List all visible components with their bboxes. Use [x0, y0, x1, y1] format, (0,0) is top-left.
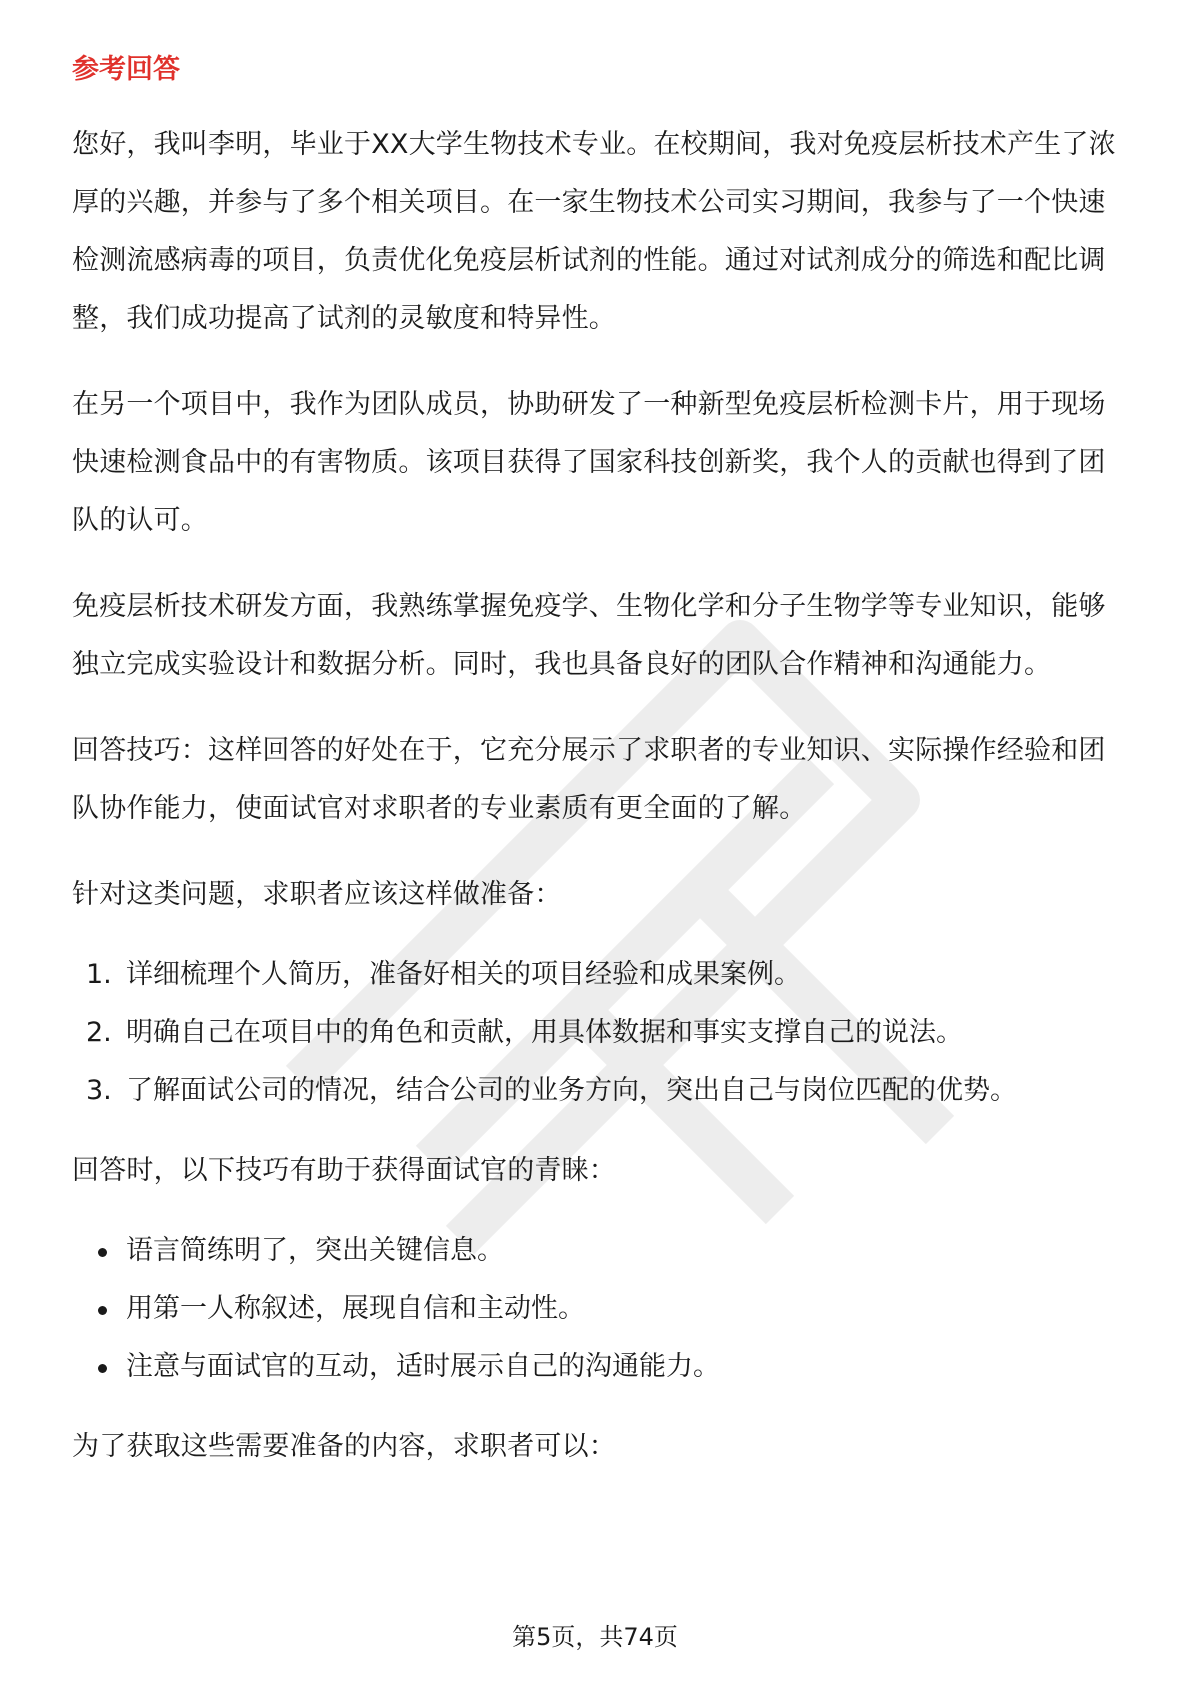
main-content — [72, 50, 1132, 1504]
list-item — [72, 1222, 1132, 1280]
bullet-icon — [98, 1306, 107, 1315]
list-item — [72, 946, 1132, 1004]
list-number: 3. — [86, 1075, 112, 1106]
list-item-text: 详细梳理个人简历，准备好相关的项目经验和成果案例。 — [126, 959, 801, 990]
list-item — [72, 1004, 1132, 1062]
bullet-icon — [98, 1248, 107, 1257]
section-title: 参考回答 — [72, 54, 180, 85]
list-item-text: 用第一人称叙述，展现自信和主动性。 — [126, 1293, 585, 1324]
bullet-icon — [98, 1364, 107, 1373]
paragraph-intro: 您好，我叫李明，毕业于XX大学生物技术专业。在校期间，我对免疫层析技术产生了浓厚的兴趣，并参与了多个相关项目。在一家生物技术公司实习期间，我参与了一个快速检测流感病毒的项目，负责优化免疫层析试剂的性能。通过对试剂成分的筛选和配比调整，我们成功提高了试剂的灵敏度和特异性。 — [72, 129, 1116, 334]
list-item — [72, 1280, 1132, 1338]
paragraph-answer-tips: 回答技巧：这样回答的好处在于，它充分展示了求职者的专业知识、实际操作经验和团队协作能力，使面试官对求职者的专业素质有更全面的了解。 — [72, 735, 1106, 824]
list-item-text: 语言简练明了，突出关键信息。 — [126, 1235, 504, 1266]
list-item — [72, 1062, 1132, 1120]
page-footer: 第5页，共74页 — [512, 1623, 678, 1651]
prep-intro: 针对这类问题，求职者应该这样做准备： — [72, 879, 562, 910]
list-item-text: 明确自己在项目中的角色和贡献，用具体数据和事实支撑自己的说法。 — [126, 1017, 963, 1048]
paragraph-skills: 免疫层析技术研发方面，我熟练掌握免疫学、生物化学和分子生物学等专业知识，能够独立完成实验设计和数据分析。同时，我也具备良好的团队合作精神和沟通能力。 — [72, 591, 1106, 680]
list-number: 1. — [86, 959, 112, 990]
list-item — [72, 1338, 1132, 1396]
prep-list — [72, 946, 1132, 1120]
list-item-text: 注意与面试官的互动，适时展示自己的沟通能力。 — [126, 1351, 720, 1382]
list-number: 2. — [86, 1017, 112, 1048]
list-item-text: 了解面试公司的情况，结合公司的业务方向，突出自己与岗位匹配的优势。 — [126, 1075, 1017, 1106]
tips-list — [72, 1222, 1132, 1396]
closing-paragraph: 为了获取这些需要准备的内容，求职者可以： — [72, 1431, 616, 1462]
paragraph-project: 在另一个项目中，我作为团队成员，协助研发了一种新型免疫层析检测卡片，用于现场快速检测食品中的有害物质。该项目获得了国家科技创新奖，我个人的贡献也得到了团队的认可。 — [72, 389, 1106, 536]
tips-intro: 回答时，以下技巧有助于获得面试官的青睐： — [72, 1155, 616, 1186]
